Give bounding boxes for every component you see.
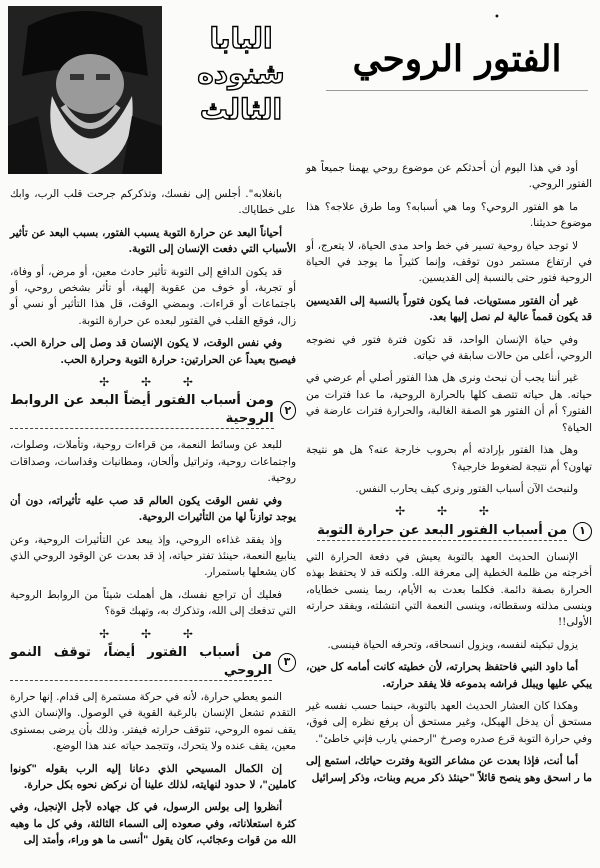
paragraph: ولنبحث الآن أسباب الفتور ونرى كيف يحارب النفس. xyxy=(355,482,578,495)
paragraph: النمو يعطي حرارة، لأنه في حركة مستمرة إلى قدام. إنها حرارة التقدم تشعل الإنسان بالرغبة القوية في الوصول. والإنسان الذي يقف نموه الروحي، تتوقف حرارته فيفتر. وذلك بأن يرضى بمستوى معين، يقف عنده ولا يتحرك، وتتجمد حياته عند هذا الوضع. xyxy=(10,690,296,753)
section-title: من أسباب الفتور البعد عن حرارة التوبة xyxy=(317,522,567,541)
paragraph: قد يكون الدافع إلى التوبة تأثير حادث معين، أو مرض، أو وفاة، أو تجربة، أو خوف من عقوبة إلهية، أو تأثر بشخص روحي، أو باجتماعات أو قراءات. وبمضي الوقت، قل هذا التأثير أو نسي أو زال، فوقع القلب في الفتور لبعده عن حرارة التوبة. xyxy=(10,265,296,327)
paragraph: غير أن الفتور مستويات. فما يكون فتوراً بالنسبة إلى القديسين قد يكون قمماً عالية لم نصل إليها بعد. xyxy=(306,294,592,324)
paragraph: وفي حياة الإنسان الواحد، قد تكون فترة فتور في نضوجه الروحي، أعلى من حالات سابقة في حياته. xyxy=(306,333,592,363)
author-portrait-image xyxy=(8,6,162,174)
section-heading-3 xyxy=(10,644,296,681)
paragraph: أنظروا إلى بولس الرسول، في كل جهاده لأجل الإنجيل، وفي كثرة استعلاناته، وفي صعوده إلى السماء الثالثة، وفي كل ما وهبه الله من قوات وعجائب، كان يقول "أنسى ما هو وراء، وأمتد إلى xyxy=(10,801,296,847)
author-line-2: شنوده xyxy=(197,57,285,91)
section-separator: ✢ ✢ ✢ xyxy=(395,504,503,519)
page-mark: • xyxy=(494,12,500,23)
paragraph: يزول تبكيته لنفسه، ويزول انسحاقه، وتحرفه الحياة فينسى. xyxy=(327,638,578,651)
author-line-3: الثالث xyxy=(199,92,283,126)
section-separator: ✢ ✢ ✢ xyxy=(99,375,207,390)
section-heading-1 xyxy=(306,522,592,541)
section-number: ٢ xyxy=(280,401,296,420)
author-line-1: البابا xyxy=(209,22,273,55)
paragraph: ما هو الفتور الروحي؟ وما هي أسبابه؟ وما طرق علاجه؟ هذا موضوع حديثنا. xyxy=(306,200,592,230)
paragraph: أحياناً البعد عن حرارة التوبة يسبب الفتور، بسبب البعد عن تأثير الأسباب التي دفعت الإنسان إلى التوبة. xyxy=(10,226,296,256)
paragraph: وهل هذا الفتور بإرادته أم بحروب خارجة عنه؟ هل هو نتيجة تهاون؟ أم نتيجة لضغوط خارجية؟ xyxy=(306,444,592,473)
right-column xyxy=(306,160,592,792)
author-photo xyxy=(8,6,162,174)
paragraph: أما داود النبي فاحتفظ بحرارته، لأن خطيته كانت أمامه كل حين، يبكي عليها ويبلل فراشه بدموعه فلا يفقد حرارته. xyxy=(306,661,592,690)
paragraph: غير أننا يجب أن نبحث ونرى هل هذا الفتور أصلي أم عرضي في حياته. هل حياته تتصف كلها بالحرارة الروحية، ما عدا فترات من الفتور؟ أم أن الفتور هو الصفة الغالبة، والحرارة فترات عارضة في الحياة؟ xyxy=(306,372,592,434)
paragraph: وإذ يفقد غذاءه الروحي، وإذ يبعد عن التأثيرات الروحية، وعن ينابيع النعمة، حينئذ تفتر حياته، إذ قد بعدت عن الوقود الروحي الذي كان يشعلها باستمرار. xyxy=(10,533,296,579)
paragraph: أود في هذا اليوم أن أحدثكم عن موضوع روحي يهمنا جميعاً هو الفتور الروحي. xyxy=(306,162,592,191)
paragraph: بانغلابه". أجلس إلى نفسك، وتذكركم جرحت قلب الرب، وابك على خطاياك. xyxy=(10,188,296,217)
paragraph: أما أنت، فإذا بعدت عن مشاعر التوبة وفترت حياتك، استمع إلى ما ر اسحق وهو ينصح قائلاً "حينئذ ذكر مريم وبنات، وذكر إسرائيل xyxy=(306,755,592,784)
article-title: الفتور الروحي xyxy=(326,40,588,91)
section-heading-2 xyxy=(10,392,296,429)
paragraph: إن الكمال المسيحي الذي دعانا إليه الرب بقوله "كونوا كاملين"، لا حدود لنهايته، لذلك علينا أن نركض نحوه بكل حرارة. xyxy=(10,762,296,791)
paragraph: لا توجد حياة روحية تسير في خط واحد مدى الحياة، لا يتعرج، أو في ارتفاع مستمر دون توقف، وإنما كثيراً ما يوجد في الحياة الروحية فتور حتى بالنسبة إلى القديسين. xyxy=(306,239,592,285)
author-byline xyxy=(166,24,316,130)
paragraph: الإنسان الحديث العهد بالتوبة يعيش في دفعة الحرارة التي أخرجته من ظلمة الخطية إلى معرفة الله. ولكنه قد لا يحتفظ بهذه الحرارة بصفة دائمة. فكلما بعدت به الأيام، ربما ينسى خطاياه، وينسى مذلته وسقطاته، وينسى النعمة التي انتشلته، ويفقد حرارته الأولى!! xyxy=(306,550,592,629)
paragraph: فعليك أن تراجع نفسك، هل أهملت شيئاً من الروابط الروحية التي تدفعك إلى الله، وتذكرك به، وتهبك قوة؟ xyxy=(10,588,296,618)
paragraph: للبعد عن وسائط النعمة، من قراءات روحية، وتأملات، وصلوات، واجتماعات روحية، وتراتيل وألحان، ومطانيات وقداسات، وصداقات روحية. xyxy=(10,439,296,485)
section-title: من أسباب الفتور أيضاً، توقف النمو الروحي xyxy=(10,644,272,681)
paragraph: وفي نفس الوقت يكون العالم قد صب عليه تأثيراته، دون أن يوجد توازناً لها من التأثيرات الروحية. xyxy=(10,494,296,524)
section-number: ٣ xyxy=(278,653,296,672)
section-title: ومن أسباب الفتور أيضاً البعد عن الروابط الروحية xyxy=(10,392,274,429)
section-separator: ✢ ✢ ✢ xyxy=(99,626,207,641)
paragraph: وهكذا كان العشار الحديث العهد بالتوبة، حينما حسب نفسه غير مستحق أن يدخل الهيكل، وغير مستحق أن يرفع نظره إلى فوق، وفي حرارة التوبة قرع صدره وصرخ "ارحمني يارب فإني خاطئ". xyxy=(306,699,592,745)
left-column xyxy=(10,186,296,855)
paragraph: وفي نفس الوقت، لا يكون الإنسان قد وصل إلى حرارة الحب. فيصبح بعيداً عن الحرارتين: حرارة التوبة وحرارة الحب. xyxy=(10,337,296,366)
section-number: ١ xyxy=(573,522,592,541)
